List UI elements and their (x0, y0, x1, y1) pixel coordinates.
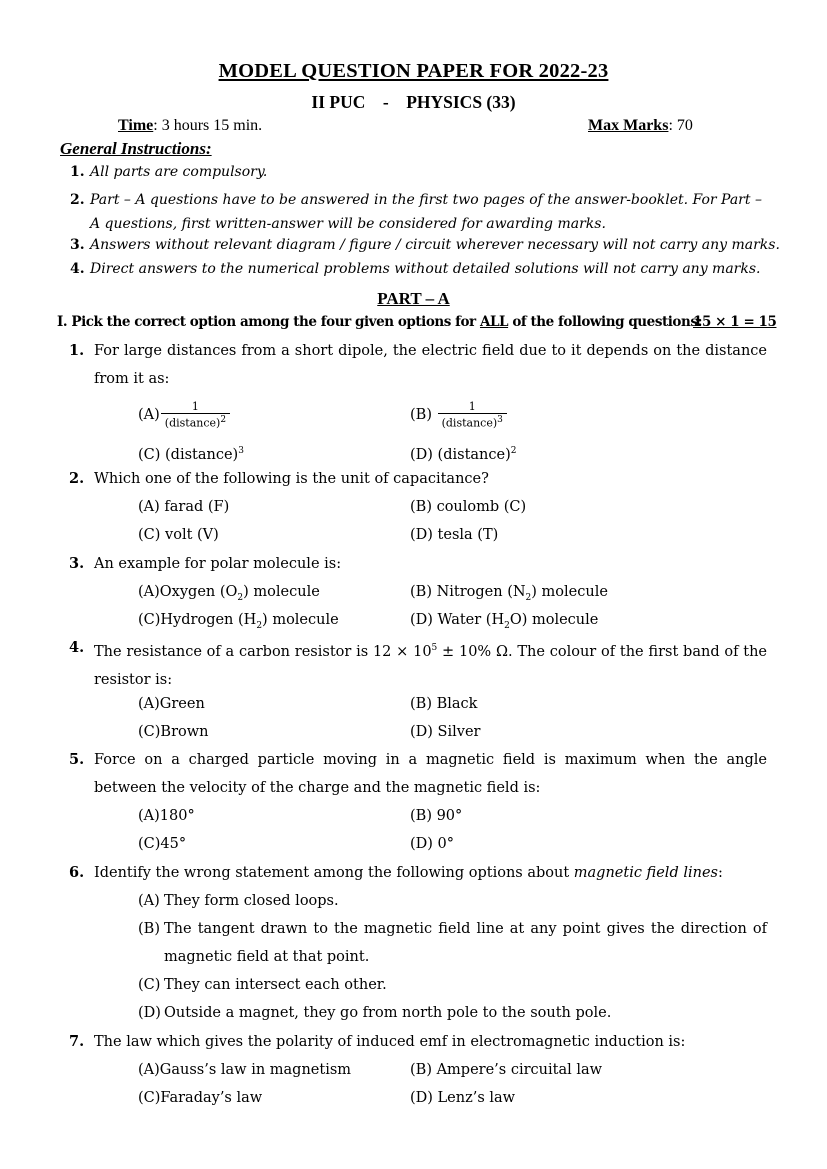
subject-name: PHYSICS (33) (406, 92, 516, 112)
question-text-part: Identify the wrong statement among the following options about (94, 865, 574, 881)
paper-subtitle (0, 92, 827, 113)
option-text: (D) Water (H (410, 612, 505, 628)
question-text (94, 634, 767, 694)
question-number: 5. (69, 751, 85, 768)
question-text: For large distances from a short dipole, the electric field due to it depends on the distance from it as: (94, 343, 767, 387)
option-c (138, 971, 767, 999)
instruction-number: 4. (70, 261, 85, 277)
option-d (138, 999, 767, 1027)
fraction-denominator (161, 413, 230, 430)
instruction-item (70, 237, 780, 253)
exponent: 5 (431, 643, 438, 653)
time-value: : 3 hours 15 min. (153, 117, 263, 134)
option-b: (B) 90° (410, 808, 463, 824)
question-number: 6. (69, 864, 85, 881)
question-number: 3. (69, 555, 85, 572)
option-label: (B) (138, 921, 160, 937)
option-label: (A) (138, 893, 160, 909)
option-a: (A) farad (F) (138, 499, 230, 515)
option-b (138, 915, 767, 971)
fraction (161, 400, 230, 430)
option-d: (D) 0° (410, 836, 455, 852)
option-label: (D) (138, 1005, 161, 1021)
option-b: (B) coulomb (C) (410, 499, 527, 515)
option-label: (B) (410, 406, 432, 423)
question-text: Which one of the following is the unit of capacitance? (94, 471, 489, 487)
instruction-text: Answers without relevant diagram / figure / circuit wherever necessary will not carry any marks. (90, 237, 780, 253)
fraction-numerator: 1 (191, 400, 199, 413)
option-text: (D) (distance) (410, 446, 511, 463)
question-text-part: The resistance of a carbon resistor is 12 × 10 (94, 643, 432, 660)
option-text: ) molecule (262, 612, 339, 628)
question-text (94, 859, 767, 887)
class-name: II PUC (311, 92, 366, 112)
instruction-number: 3. (70, 237, 85, 253)
option-text: (C)Hydrogen (H (138, 612, 257, 628)
emphasis-text: magnetic field lines (573, 865, 718, 881)
option-text: The tangent drawn to the magnetic field line at any point gives the direction of magnetic field at that point. (164, 921, 767, 965)
option-label: (A) (138, 406, 160, 423)
question-text: Force on a charged particle moving in a magnetic field is maximum when the angle between the velocity of the charge and the magnetic field is: (94, 752, 767, 796)
option-a (138, 400, 230, 430)
instruction-number: 1. (70, 164, 85, 180)
question-number: 1. (69, 342, 85, 359)
exponent: 3 (497, 415, 503, 425)
option-text: They can intersect each other. (164, 977, 387, 993)
option-a: (A)180° (138, 808, 195, 824)
instructions-heading: General Instructions: (60, 139, 212, 158)
option-a (138, 887, 767, 915)
exponent: 2 (510, 446, 517, 456)
option-text: ) molecule (531, 584, 608, 600)
instruction-item (70, 164, 268, 180)
question-text-part: ± 10% Ω. The colour of the first band of the resistor is: (94, 643, 767, 688)
option-text: They form closed loops. (164, 893, 339, 909)
option-c: (C) volt (V) (138, 527, 219, 543)
option-d: (D) Lenz’s law (410, 1090, 516, 1106)
option-text: Outside a magnet, they go from north pole to the south pole. (164, 1005, 612, 1021)
subscript: 2 (256, 620, 263, 631)
instruction-item (70, 188, 767, 236)
fraction-numerator: 1 (468, 400, 476, 413)
subscript: 2 (237, 592, 244, 603)
paper-title: MODEL QUESTION PAPER FOR 2022-23 (218, 60, 609, 82)
time-info (118, 117, 262, 135)
time-label: Time (118, 117, 154, 134)
marks-scheme: 15 × 1 = 15 (693, 314, 777, 330)
fraction-denominator (438, 413, 507, 430)
part-a-instruction (57, 314, 702, 330)
question-text: An example for polar molecule is: (94, 556, 342, 572)
option-c: (C)45° (138, 836, 187, 852)
option-text: (B) Nitrogen (N (410, 584, 526, 600)
marks-value: : 70 (668, 117, 693, 134)
denominator-text: (distance) (441, 416, 498, 430)
instruction-prefix: I. Pick the correct option among the four given options for (57, 314, 480, 330)
instruction-number: 2. (70, 192, 85, 208)
exponent: 2 (220, 415, 227, 425)
question-text-part: : (717, 865, 723, 881)
option-label: (C) (138, 977, 161, 993)
option-text: ) molecule (243, 584, 320, 600)
instruction-item (70, 261, 761, 277)
option-d: (D) Silver (410, 724, 481, 740)
instruction-text: Part – A questions have to be answered in the first two pages of the answer-booklet. For Part – A questions, first written-answer will be considered for awarding marks. (90, 192, 762, 232)
question-number: 7. (69, 1033, 85, 1050)
instruction-text: Direct answers to the numerical problems without detailed solutions will not carry any marks. (90, 261, 761, 277)
subtitle-separator: - (382, 92, 389, 112)
marks-label: Max Marks (588, 117, 669, 134)
subscript: 2 (525, 592, 532, 603)
instruction-text: All parts are compulsory. (90, 164, 268, 180)
option-c: (C)Faraday’s law (138, 1090, 263, 1106)
option-b: (B) Black (410, 696, 478, 712)
subscript: 2 (504, 620, 510, 631)
part-a-marks (693, 314, 776, 330)
option-text: (C) (distance) (138, 446, 239, 463)
instruction-suffix: of the following questions: (508, 314, 703, 330)
question-number: 2. (69, 470, 85, 487)
fraction (438, 400, 507, 430)
option-a: (A)Green (138, 696, 205, 712)
question-number: 4. (69, 639, 85, 656)
denominator-text: (distance) (164, 416, 221, 430)
option-b (410, 400, 507, 430)
marks-info (588, 117, 693, 135)
option-b: (B) Ampere’s circuital law (410, 1062, 603, 1078)
question-text: The law which gives the polarity of induced emf in electromagnetic induction is: (94, 1034, 686, 1050)
option-text: O) molecule (509, 612, 599, 628)
option-a: (A)Gauss’s law in magnetism (138, 1062, 352, 1078)
option-text: (A)Oxygen (O (138, 584, 238, 600)
option-d: (D) tesla (T) (410, 527, 499, 543)
option-c: (C)Brown (138, 724, 209, 740)
instruction-all: ALL (479, 314, 509, 330)
part-a-heading: PART – A (377, 289, 450, 308)
exponent: 3 (238, 446, 244, 456)
